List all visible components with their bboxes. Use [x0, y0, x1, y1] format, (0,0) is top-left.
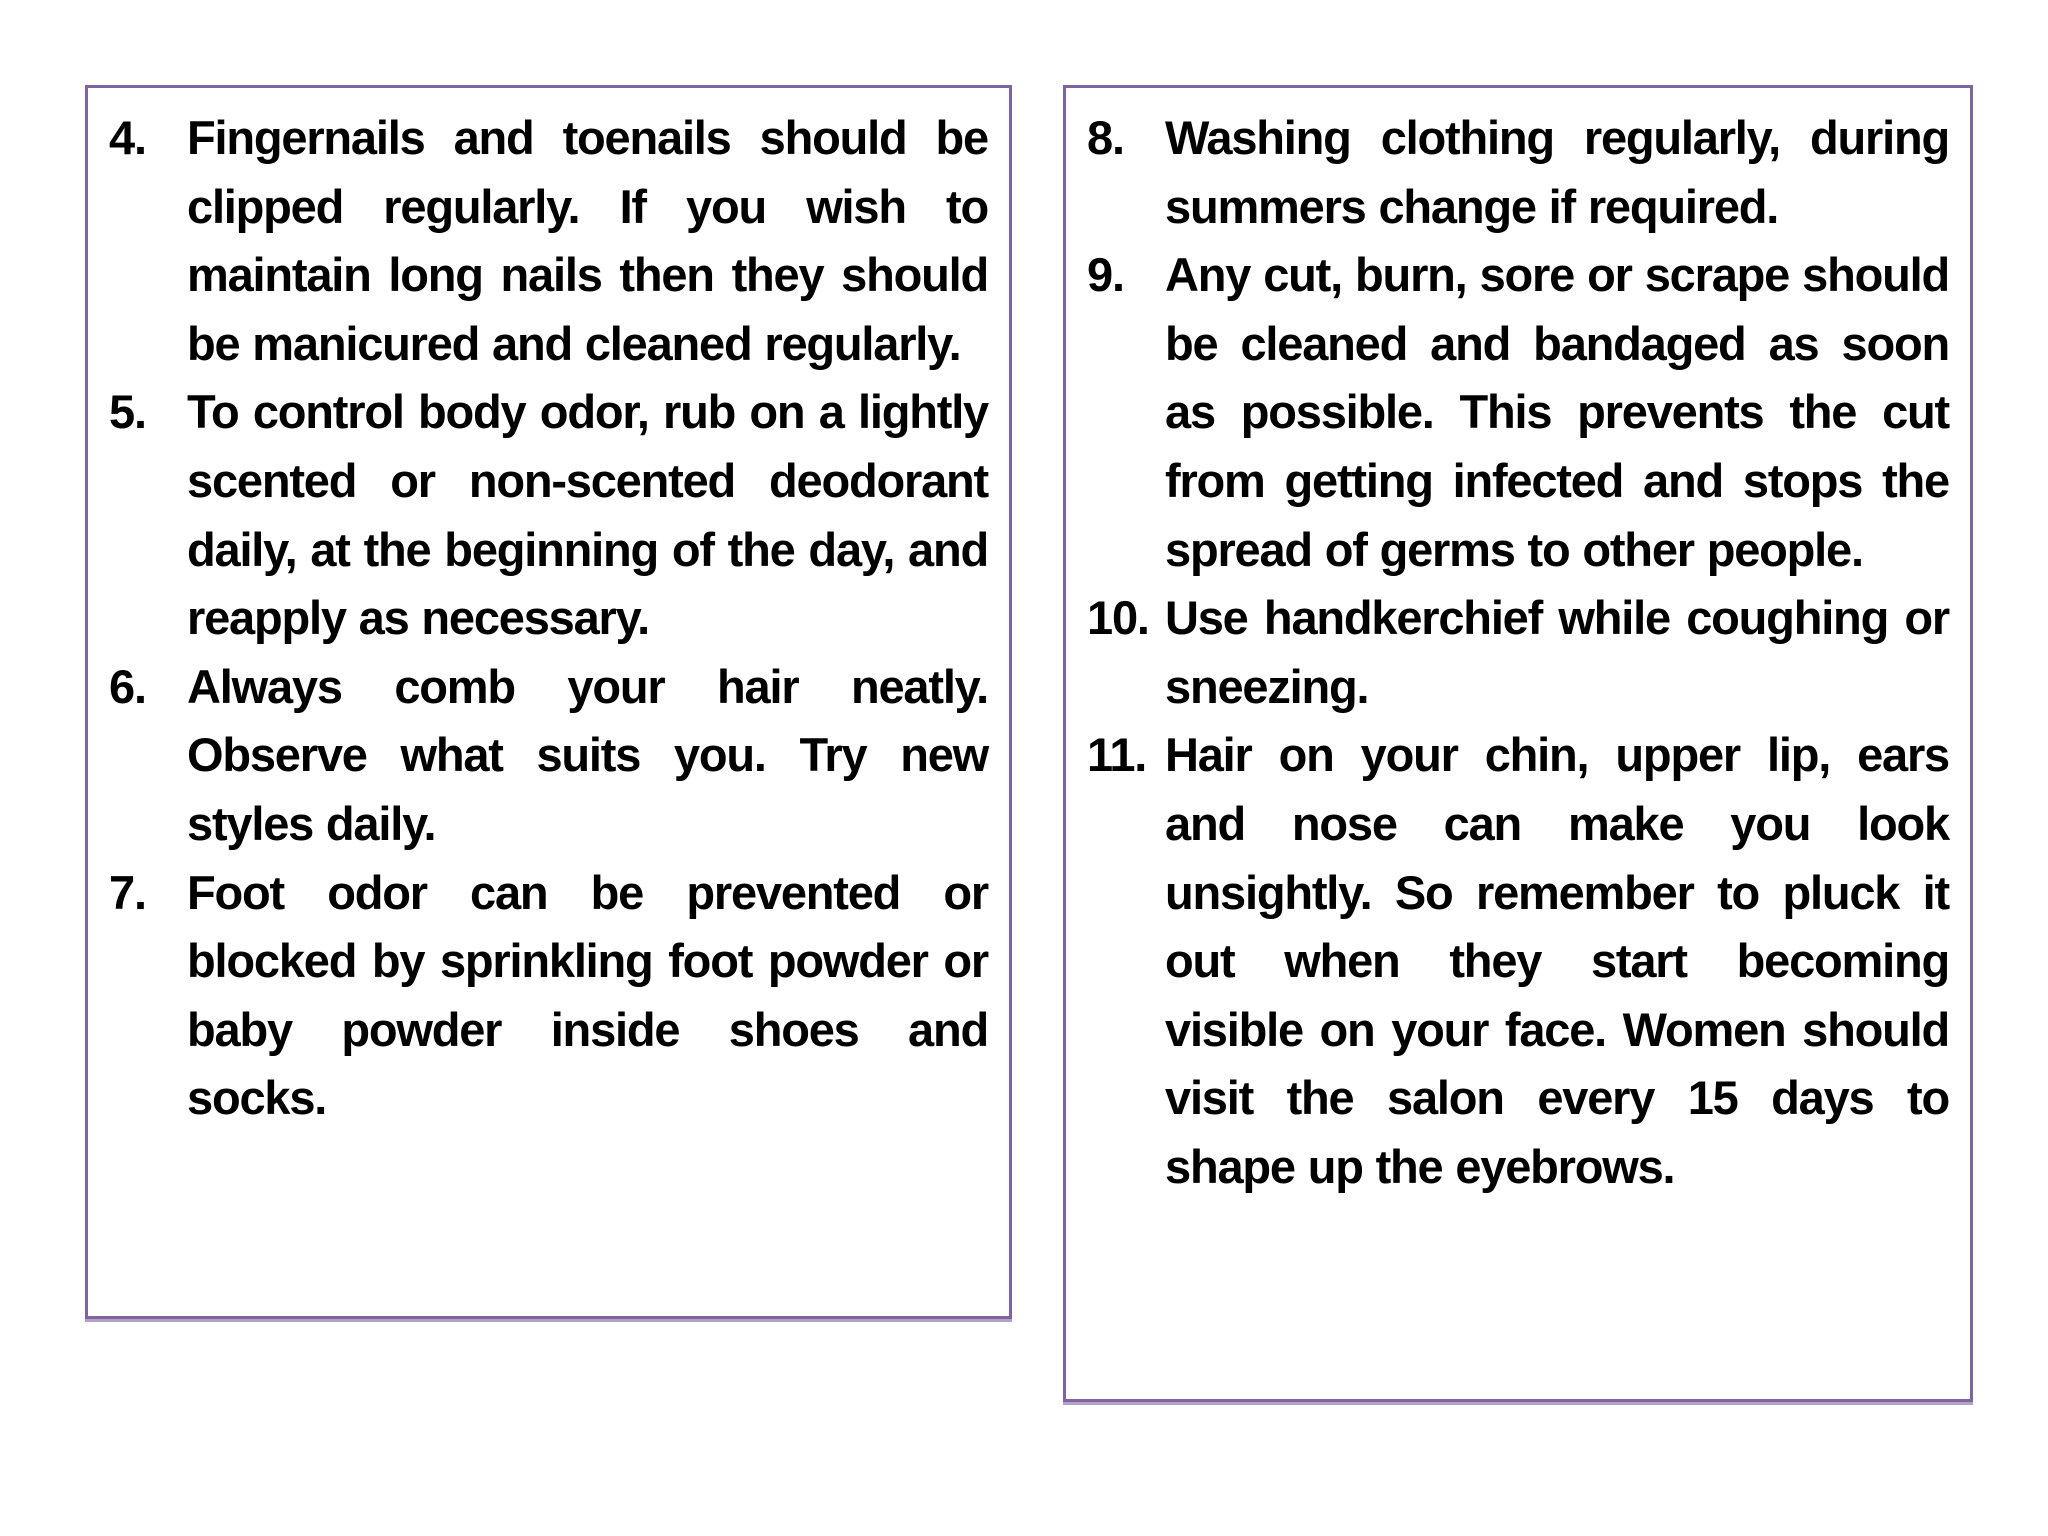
item-number: 6.	[109, 659, 146, 713]
list-item	[109, 859, 988, 1133]
item-text: Washing clothing regularly, during summers change if required.	[1165, 111, 1949, 233]
tips-list-right	[1087, 104, 1949, 1202]
list-item	[109, 378, 988, 652]
item-text: To control body odor, rub on a lightly scented or non-scented deodorant daily, at the beginning of the day, and reapply as necessary.	[187, 385, 988, 645]
item-number: 4.	[109, 111, 146, 164]
item-text: Hair on your chin, upper lip, ears and nose can make you look unsightly. So remember to pluck it out when they start becoming visible on your face. Women should visit the salon every 15 days to shape up the eyebrows.	[1165, 728, 1949, 1193]
item-text: Any cut, burn, sore or scrape should be cleaned and bandaged as soon as possible. This prevents the cut from getting infected and stops the spread of germs to other people.	[1165, 248, 1949, 576]
item-number: 5.	[109, 385, 146, 439]
item-text: Foot odor can be prevented or blocked by sprinkling foot powder or baby powder inside shoes and socks.	[187, 865, 988, 1125]
list-item	[1087, 104, 1949, 241]
list-item	[109, 104, 988, 378]
list-item	[109, 653, 988, 859]
tips-list-left	[109, 104, 988, 1133]
list-item	[1087, 241, 1949, 584]
left-text-box	[85, 85, 1012, 1319]
item-number: 8.	[1087, 111, 1124, 164]
item-number: 9.	[1087, 248, 1124, 302]
list-item	[1087, 721, 1949, 1201]
item-number: 11.	[1087, 728, 1147, 782]
right-text-box	[1063, 85, 1973, 1402]
item-number: 7.	[109, 865, 146, 919]
item-text: Fingernails and toenails should be clipped regularly. If you wish to maintain long nails then they should be manicured and cleaned regularly.	[187, 111, 988, 370]
item-number: 10.	[1087, 591, 1149, 645]
list-item	[1087, 584, 1949, 721]
item-text: Always comb your hair neatly. Observe what suits you. Try new styles daily.	[187, 659, 988, 850]
item-text: Use handkerchief while coughing or sneezing.	[1165, 591, 1949, 713]
